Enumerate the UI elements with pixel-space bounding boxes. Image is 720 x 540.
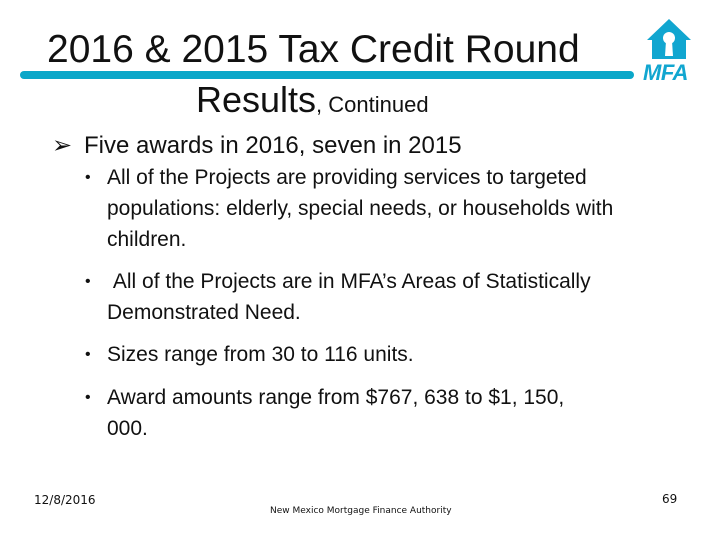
title-line-2-suffix: , Continued (316, 92, 429, 117)
bullet-dot-icon: • (85, 389, 91, 406)
bullet-dot-icon: • (85, 346, 91, 363)
footer-organization: New Mexico Mortgage Finance Authority (270, 506, 452, 516)
footer-page-number: 69 (662, 492, 678, 506)
sub-bullet-3 (85, 339, 605, 370)
sub-bullet-3-text: Sizes range from 30 to 116 units. (107, 343, 414, 366)
logo-text: MFA (643, 60, 688, 85)
sub-bullet-1-text: All of the Projects are providing services to targeted populations: elderly, special needs, or households with children. (107, 166, 614, 251)
bullet-dot-icon: • (85, 273, 91, 290)
footer-date: 12/8/2016 (34, 493, 96, 507)
main-bullet-text: Five awards in 2016, seven in 2015 (84, 132, 462, 159)
title-line-1: 2016 & 2015 Tax Credit Round (47, 28, 580, 71)
sub-bullet-4 (85, 382, 565, 444)
sub-bullet-2 (85, 266, 605, 328)
title-line-2-main: Results (196, 79, 317, 120)
sub-bullet-2-text: All of the Projects are in MFA’s Areas of Statistically Demonstrated Need. (107, 270, 597, 324)
arrow-bullet-icon: ➢ (52, 132, 73, 159)
sub-bullet-4-text: Award amounts range from $767, 638 to $1, 150, 000. (107, 386, 565, 440)
bullet-dot-icon: • (85, 169, 91, 186)
title-underline-rule (20, 71, 634, 79)
main-bullet (52, 133, 462, 159)
sub-bullet-1 (85, 162, 685, 255)
title-line-2 (196, 79, 429, 120)
